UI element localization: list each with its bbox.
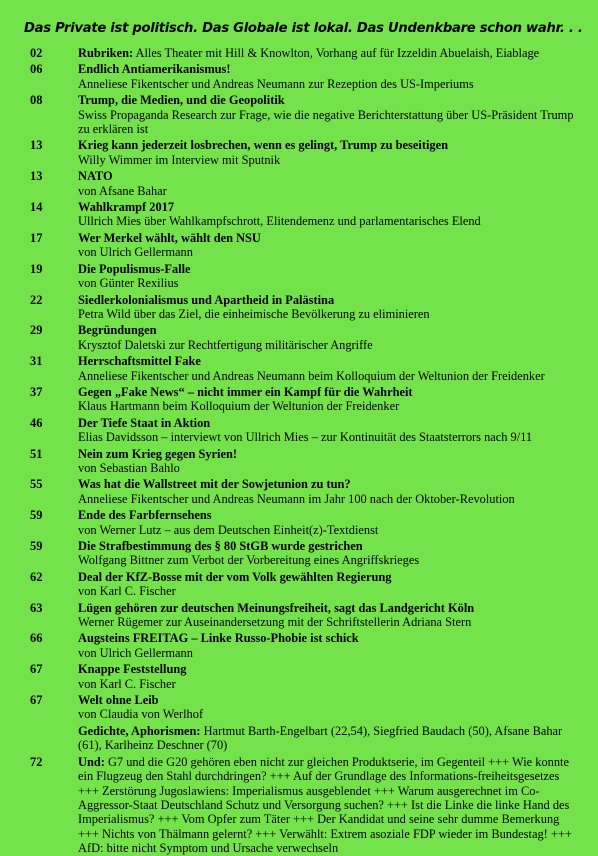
article-description: von Werner Lutz – aus dem Deutschen Einheit(z)-Textdienst — [78, 522, 379, 537]
page-number: 17 — [30, 230, 43, 245]
article-title: Was hat die Wallstreet mit der Sowjetunion zu tun? — [78, 477, 351, 492]
section-text: Alles Theater mit Hill & Knowlton, Vorhang auf für Izzeldin Abuelaish, Eiablage — [133, 46, 540, 60]
article-title: Augsteins FREITAG – Linke Russo-Phobie ist schick — [78, 631, 359, 646]
entry-body — [78, 416, 574, 445]
article-description: Petra Wild über das Ziel, die einheimische Bevölkerung zu eliminieren — [78, 306, 430, 321]
toc-entry — [24, 323, 574, 352]
page-number: 29 — [30, 323, 43, 338]
section-lead: Und: — [78, 754, 105, 769]
article-title: NATO — [78, 169, 113, 184]
page-number: 67 — [30, 693, 43, 708]
article-title: Wahlkrampf 2017 — [78, 200, 175, 215]
article-description: von Ulrich Gellermann — [78, 645, 193, 660]
page-number: 13 — [30, 138, 43, 153]
section-text: Hartmut Barth-Engelbart (22,54), Siegfried Baudach (50), Afsane Bahar (61), Karlheinz Deschner (70) — [78, 723, 563, 753]
entry-body — [78, 447, 574, 476]
page-number: 62 — [30, 569, 43, 584]
article-title: Deal der KfZ-Bosse mit der vom Volk gewählten Regierung — [78, 569, 392, 584]
entry-body — [78, 755, 574, 856]
toc-entry — [24, 447, 574, 476]
toc-entry — [24, 508, 574, 537]
toc-entry — [24, 262, 574, 291]
section-text: G7 und die G20 gehören eben nicht zur gleichen Produktserie, im Gegenteil +++ Wie konnte ein Flugzeug den Stahl durchdringen? +++ Auf der Grundlage des Informations-freiheitsgesetzes +++ Zerstörung Jugoslawiens: Imperialismus ausgeblendet +++ Warum ausgerechnet im Co-Aggressor-Staat Deutschland Schutz und Versorgung suchen? +++ Ist die Linke die linke Hand des Imperialismus? +++ Vom Opfer zum Täter +++ Der Kandidat und seine sehr dumme Bemerkung +++ Nichts von Thälmann gelernt? +++ Verwählt: Extrem asoziale FDP wieder im Bundestag! +++ AfD: bitte nicht Symptom und Ursache verwechseln — [78, 754, 572, 856]
toc-entry — [24, 724, 574, 753]
article-title: Trump, die Medien, und die Geopolitik — [78, 93, 285, 108]
article-description: von Karl C. Fischer — [78, 584, 176, 599]
page-number: 63 — [30, 600, 43, 615]
article-title: Herrschaftsmittel Fake — [78, 354, 201, 369]
article-title: Welt ohne Leib — [78, 693, 159, 708]
page-number: 66 — [30, 631, 43, 646]
table-of-contents — [24, 46, 574, 856]
entry-body — [78, 570, 574, 599]
entry-body — [78, 93, 574, 136]
toc-entry — [24, 601, 574, 630]
article-description: Wolfgang Bittner zum Verbot der Vorbereitung eines Angriffskrieges — [78, 553, 420, 568]
article-description: von Claudia von Werlhof — [78, 707, 204, 722]
entry-body — [78, 539, 574, 568]
article-description: von Günter Rexilius — [78, 276, 179, 291]
page-number: 72 — [30, 754, 43, 769]
entry-body — [78, 693, 574, 722]
article-description: Klaus Hartmann beim Kolloquium der Weltunion der Freidenker — [78, 399, 400, 414]
page-number: 19 — [30, 261, 43, 276]
article-title: Wer Merkel wählt, wählt den NSU — [78, 230, 261, 245]
page-number — [24, 724, 78, 753]
entry-body — [78, 385, 574, 414]
article-description: Willy Wimmer im Interview mit Sputnik — [78, 152, 281, 167]
article-title: Siedlerkolonialismus und Apartheid in Palästina — [78, 292, 335, 307]
article-title: Begründungen — [78, 323, 157, 338]
toc-entry — [24, 539, 574, 568]
page-number: 31 — [30, 354, 43, 369]
article-description: von Afsane Bahar — [78, 183, 167, 198]
toc-entry — [24, 46, 574, 60]
article-description: Werner Rügemer zur Auseinandersetzung mit der Schriftstellerin Adriana Stern — [78, 615, 472, 630]
toc-entry — [24, 354, 574, 383]
entry-body — [78, 231, 574, 260]
toc-entry — [24, 631, 574, 660]
article-title: Endlich Antiamerikanismus! — [78, 62, 231, 77]
page-number: 13 — [30, 169, 43, 184]
section-lead: Gedichte, Aphorismen: — [78, 723, 201, 738]
page-number: 46 — [30, 415, 43, 430]
article-description: Krysztof Daletski zur Rechtfertigung militärischer Angriffe — [78, 337, 373, 352]
article-title: Gegen „Fake News“ – nicht immer ein Kampf für die Wahrheit — [78, 384, 413, 399]
article-description: von Karl C. Fischer — [78, 676, 176, 691]
toc-entry — [24, 231, 574, 260]
article-title: Der Tiefe Staat in Aktion — [78, 415, 211, 430]
toc-entry — [24, 416, 574, 445]
page-number: 59 — [30, 508, 43, 523]
article-title: Knappe Feststellung — [78, 662, 187, 677]
article-title: Die Strafbestimmung des § 80 StGB wurde gestrichen — [78, 539, 363, 553]
page-header: Das Private ist politisch. Das Globale ist lokal. Das Undenkbare schon wahr. . . — [24, 21, 583, 36]
section-lead: Rubriken: — [78, 46, 134, 60]
article-description: von Ulrich Gellermann — [78, 245, 193, 260]
article-description: Anneliese Fikentscher und Andreas Neumann zur Rezeption des US-Imperiums — [78, 76, 474, 91]
page-number: 37 — [30, 384, 43, 399]
entry-body — [78, 601, 574, 630]
page-number: 67 — [30, 662, 43, 677]
article-description: Elias Davidsson – interviewt von Ullrich Mies – zur Kontinuität des Staatsterrors nach 9/11 — [78, 430, 533, 445]
page-number: 02 — [30, 46, 43, 60]
entry-body — [78, 631, 574, 660]
article-description: Swiss Propaganda Research zur Frage, wie die negative Berichterstattung über US-Präsident Trump zu erklären ist — [78, 107, 574, 137]
entry-body — [78, 662, 574, 691]
toc-entry — [24, 93, 574, 136]
entry-body — [78, 262, 574, 291]
article-title: Ende des Farbfernsehens — [78, 508, 212, 523]
toc-entry — [24, 385, 574, 414]
article-title: Nein zum Krieg gegen Syrien! — [78, 446, 237, 461]
page-number: 59 — [30, 539, 43, 553]
page-number: 22 — [30, 292, 43, 307]
toc-entry — [24, 62, 574, 91]
entry-body — [78, 323, 574, 352]
toc-entry — [24, 293, 574, 322]
article-title: Lügen gehören zur deutschen Meinungsfreiheit, sagt das Landgericht Köln — [78, 600, 475, 615]
article-title: Krieg kann jederzeit losbrechen, wenn es gelingt, Trump zu beseitigen — [78, 138, 448, 153]
article-description: Ullrich Mies über Wahlkampfschrott, Elitendemenz und parlamentarisches Elend — [78, 214, 481, 229]
toc-entry — [24, 662, 574, 691]
toc-entry — [24, 693, 574, 722]
article-description: von Sebastian Bahlo — [78, 460, 180, 475]
entry-body — [78, 200, 574, 229]
toc-entry — [24, 755, 574, 856]
article-description: Anneliese Fikentscher und Andreas Neumann beim Kolloquium der Weltunion der Freidenker — [78, 368, 545, 383]
entry-body — [78, 46, 574, 60]
entry-body — [78, 138, 574, 167]
article-description: Anneliese Fikentscher und Andreas Neumann im Jahr 100 nach der Oktober-Revolution — [78, 491, 515, 506]
page-number: 14 — [30, 200, 43, 215]
article-title: Die Populismus-Falle — [78, 261, 191, 276]
entry-body — [78, 724, 574, 753]
page-number: 06 — [30, 62, 43, 77]
page-number: 08 — [30, 93, 43, 108]
toc-entry — [24, 169, 574, 198]
toc-entry — [24, 570, 574, 599]
entry-body — [78, 508, 574, 537]
page-number: 55 — [30, 477, 43, 492]
entry-body — [78, 62, 574, 91]
page-number: 51 — [30, 446, 43, 461]
entry-body — [78, 169, 574, 198]
toc-entry — [24, 200, 574, 229]
toc-entry — [24, 477, 574, 506]
entry-body — [78, 293, 574, 322]
entry-body — [78, 477, 574, 506]
entry-body — [78, 354, 574, 383]
toc-entry — [24, 138, 574, 167]
